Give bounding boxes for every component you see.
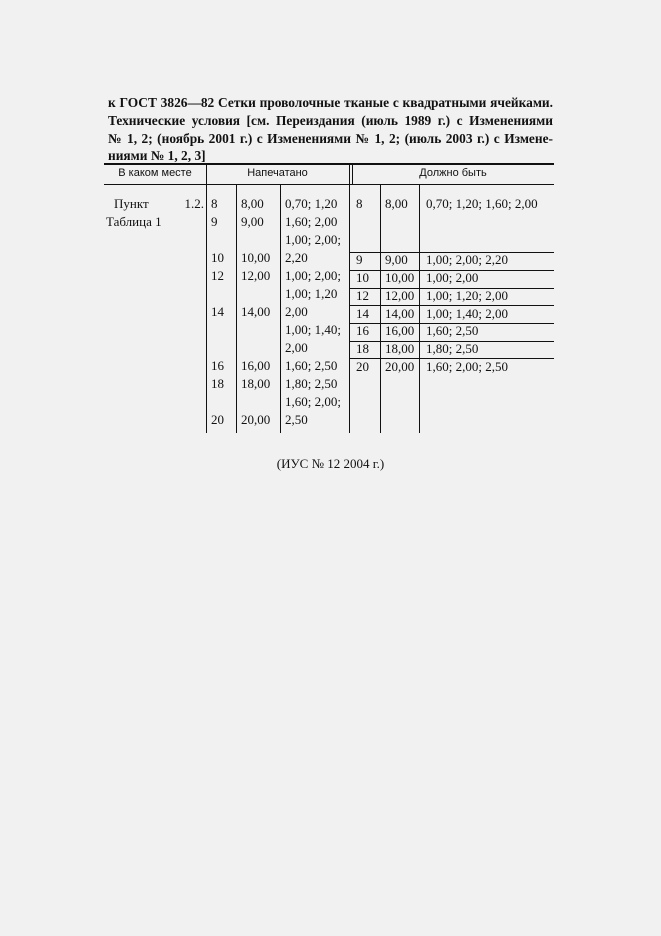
should-cell: 14,00 xyxy=(385,306,415,321)
heading-line: № 1, 2; (ноябрь 2001 г.) с Изменениями № 1, 2; (июль 2003 г.) с Измене- xyxy=(108,130,553,146)
printed-cell: 1,60; 2,50 xyxy=(285,358,338,373)
should-cell: 1,60; 2,00; 2,50 xyxy=(426,359,508,374)
column-divider xyxy=(380,184,381,433)
printed-cell: 2,00 xyxy=(285,304,308,319)
heading-line: к ГОСТ 3826—82 Сетки проволочные тканые с квадратными ячейками. xyxy=(108,95,553,110)
should-cell: 8 xyxy=(356,196,363,211)
printed-cell: 20,00 xyxy=(241,412,271,427)
printed-cell: 0,70; 1,20 xyxy=(285,196,338,211)
printed-cell: 16 xyxy=(211,358,224,373)
printed-cell: 20 xyxy=(211,412,224,427)
printed-cell: 2,50 xyxy=(285,412,308,427)
should-cell: 14 xyxy=(356,306,369,321)
heading-line: Технические условия [см. Переиздания (июль 1989 г.) с Изменениями xyxy=(108,112,553,128)
should-cell: 1,00; 1,20; 2,00 xyxy=(426,288,508,303)
header-printed: Напечатано xyxy=(247,167,308,179)
should-cell: 1,00; 2,00; 2,20 xyxy=(426,252,508,267)
place-cell-line1 xyxy=(114,196,204,212)
should-cell: 18,00 xyxy=(385,341,415,356)
printed-cell: 14 xyxy=(211,304,224,319)
printed-cell: 12 xyxy=(211,268,224,283)
column-divider xyxy=(419,184,420,433)
printed-cell: 18 xyxy=(211,376,224,391)
printed-cell: 2,20 xyxy=(285,250,308,265)
row-divider xyxy=(104,184,554,185)
printed-cell: 1,00; 2,00; xyxy=(285,268,341,283)
printed-cell: 2,00 xyxy=(285,340,308,355)
printed-cell: 8 xyxy=(211,196,218,211)
header-place: В каком месте xyxy=(118,167,192,179)
printed-cell: 12,00 xyxy=(241,268,271,283)
should-cell: 10 xyxy=(356,270,369,285)
column-divider xyxy=(349,163,350,433)
should-cell: 1,00; 1,40; 2,00 xyxy=(426,306,508,321)
should-cell: 20 xyxy=(356,359,369,374)
should-cell: 12,00 xyxy=(385,288,415,303)
should-cell: 20,00 xyxy=(385,359,415,374)
should-cell: 0,70; 1,20; 1,60; 2,00 xyxy=(426,196,538,211)
place-cell-line2: Таблица 1 xyxy=(106,214,162,229)
printed-cell: 10 xyxy=(211,250,224,265)
should-cell: 12 xyxy=(356,288,369,303)
printed-cell: 1,00; 1,20 xyxy=(285,286,338,301)
should-cell: 1,80; 2,50 xyxy=(426,341,479,356)
amendment-heading xyxy=(108,94,553,165)
place-part2: 1.2. xyxy=(184,196,204,211)
printed-cell: 9,00 xyxy=(241,214,264,229)
should-cell: 16,00 xyxy=(385,323,415,338)
should-cell: 1,60; 2,50 xyxy=(426,323,479,338)
heading-line: ниями № 1, 2, 3] xyxy=(108,148,206,164)
printed-cell: 1,60; 2,00 xyxy=(285,214,338,229)
corrections-table xyxy=(104,163,554,433)
column-divider xyxy=(236,184,237,433)
should-cell: 10,00 xyxy=(385,270,415,285)
printed-cell: 1,00; 2,00; xyxy=(285,232,341,247)
should-cell: 16 xyxy=(356,323,369,338)
printed-cell: 14,00 xyxy=(241,304,271,319)
header-should-be: Должно быть xyxy=(419,167,487,179)
place-part1: Пункт xyxy=(114,196,149,211)
printed-cell: 1,00; 1,40; xyxy=(285,322,341,337)
table-top-border xyxy=(104,163,554,165)
printed-cell: 8,00 xyxy=(241,196,264,211)
printed-cell: 16,00 xyxy=(241,358,271,373)
printed-cell: 10,00 xyxy=(241,250,271,265)
printed-cell: 18,00 xyxy=(241,376,271,391)
should-cell: 9,00 xyxy=(385,252,408,267)
should-cell: 18 xyxy=(356,341,369,356)
footer-note: (ИУС № 12 2004 г.) xyxy=(276,456,385,471)
should-cell: 1,00; 2,00 xyxy=(426,270,479,285)
should-cell: 9 xyxy=(356,252,363,267)
printed-cell: 1,80; 2,50 xyxy=(285,376,338,391)
printed-cell: 9 xyxy=(211,214,218,229)
printed-cell: 1,60; 2,00; xyxy=(285,394,341,409)
column-divider xyxy=(206,163,207,433)
column-divider xyxy=(280,184,281,433)
should-cell: 8,00 xyxy=(385,196,408,211)
